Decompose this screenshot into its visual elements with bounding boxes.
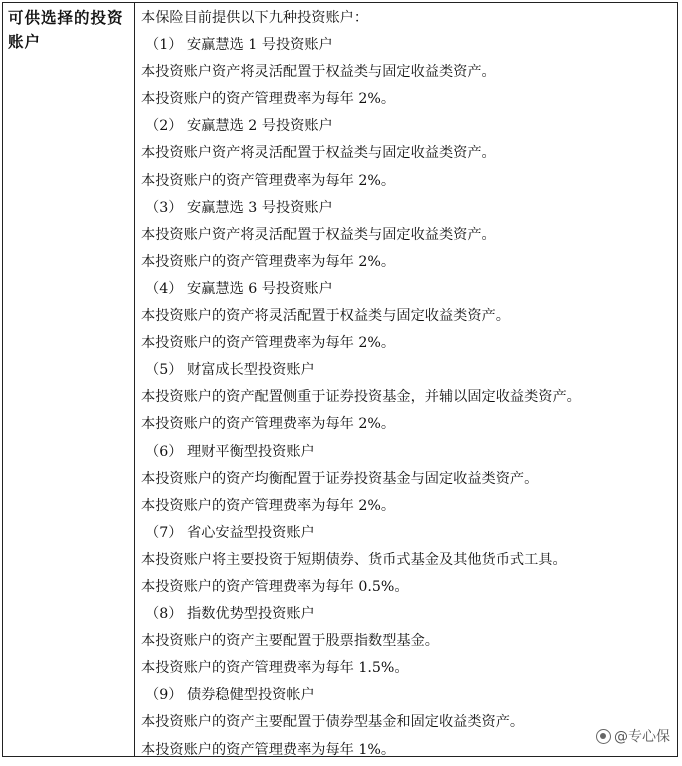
- account-item: [141, 359, 676, 440]
- account-name: 安赢慧选 2 号投资账户: [187, 118, 333, 135]
- account-name: 安赢慧选 6 号投资账户: [187, 280, 333, 297]
- account-number: （7）: [145, 524, 183, 541]
- account-fee: 本投资账户的资产管理费率为每年 2%。: [141, 253, 396, 270]
- account-number: （3）: [145, 199, 183, 216]
- account-name: 债券稳健型投资帐户: [187, 687, 315, 704]
- account-number: （4）: [145, 280, 183, 297]
- account-heading: [141, 278, 676, 305]
- account-item: [141, 603, 676, 684]
- account-allocation: 本投资账户资产将灵活配置于权益类与固定收益类资产。: [141, 145, 496, 162]
- account-item: [141, 684, 676, 765]
- account-number: （6）: [145, 443, 183, 460]
- account-heading: [141, 359, 676, 386]
- account-item: [141, 441, 676, 522]
- account-fee: 本投资账户的资产管理费率为每年 2%。: [141, 416, 396, 433]
- account-allocation: 本投资账户的资产均衡配置于证券投资基金与固定收益类资产。: [141, 470, 539, 487]
- account-number: （1）: [145, 37, 183, 54]
- watermark-text: @专心保: [614, 729, 670, 745]
- watermark: [596, 726, 670, 746]
- section-label: 可供选择的投资账户: [8, 9, 124, 51]
- account-fee: 本投资账户的资产管理费率为每年 2%。: [141, 172, 396, 189]
- intro-text: 本保险目前提供以下九种投资账户：: [141, 10, 369, 26]
- account-allocation: 本投资账户的资产将灵活配置于权益类与固定收益类资产。: [141, 308, 510, 325]
- account-allocation: 本投资账户的资产配置侧重于证券投资基金，并辅以固定收益类资产。: [141, 389, 581, 406]
- account-fee: 本投资账户的资产管理费率为每年 2%。: [141, 91, 396, 108]
- account-fee: 本投资账户的资产管理费率为每年 0.5%。: [141, 578, 409, 595]
- account-name: 省心安益型投资账户: [187, 524, 315, 541]
- account-heading: [141, 115, 676, 142]
- account-item: [141, 522, 676, 603]
- account-number: （8）: [145, 606, 183, 623]
- account-fee: 本投资账户的资产管理费率为每年 2%。: [141, 335, 396, 352]
- watermark-logo-icon: [596, 729, 611, 744]
- account-name: 财富成长型投资账户: [187, 362, 315, 379]
- account-name: 指数优势型投资账户: [187, 606, 315, 623]
- account-item: [141, 34, 676, 115]
- account-heading: [141, 603, 676, 630]
- account-allocation: 本投资账户资产将灵活配置于权益类与固定收益类资产。: [141, 226, 496, 243]
- account-allocation: 本投资账户的资产主要配置于股票指数型基金。: [141, 633, 439, 650]
- account-fee: 本投资账户的资产管理费率为每年 1%。: [141, 741, 396, 758]
- account-number: （2）: [145, 118, 183, 135]
- account-item: [141, 197, 676, 278]
- account-number: （5）: [145, 362, 183, 379]
- account-number: （9）: [145, 687, 183, 704]
- account-heading: [141, 197, 676, 224]
- account-fee: 本投资账户的资产管理费率为每年 1.5%。: [141, 660, 409, 677]
- account-allocation: 本投资账户的资产主要配置于债券型基金和固定收益类资产。: [141, 714, 525, 731]
- account-name: 安赢慧选 1 号投资账户: [187, 37, 333, 54]
- account-heading: [141, 441, 676, 468]
- account-heading: [141, 684, 676, 711]
- column-divider: [134, 2, 135, 757]
- account-allocation: 本投资账户将主要投资于短期债券、货币式基金及其他货币式工具。: [141, 551, 567, 568]
- account-item: [141, 278, 676, 359]
- account-heading: [141, 522, 676, 549]
- account-name: 安赢慧选 3 号投资账户: [187, 199, 333, 216]
- account-item: [141, 115, 676, 196]
- account-list: [141, 7, 676, 766]
- account-name: 理财平衡型投资账户: [187, 443, 315, 460]
- account-heading: [141, 34, 676, 61]
- account-allocation: 本投资账户资产将灵活配置于权益类与固定收益类资产。: [141, 64, 496, 81]
- account-fee: 本投资账户的资产管理费率为每年 2%。: [141, 497, 396, 514]
